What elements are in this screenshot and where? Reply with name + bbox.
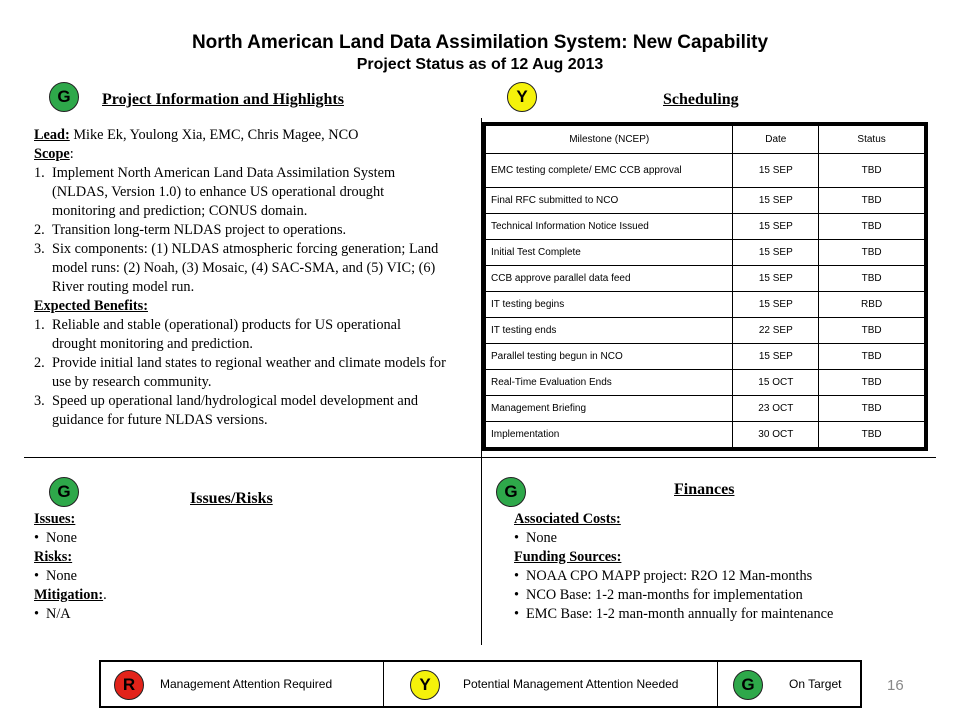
mitigation-label: Mitigation: — [34, 587, 104, 603]
status-cell: TBD — [819, 188, 925, 214]
legend-green-indicator: G — [733, 670, 763, 700]
horizontal-divider — [24, 457, 936, 458]
numbered-item — [34, 240, 446, 297]
slide-title: North American Land Data Assimilation System: New Capability — [191, 32, 769, 53]
table-row — [486, 214, 925, 240]
schedule-table-frame — [482, 122, 928, 451]
funding-list — [514, 567, 934, 624]
issues-list — [34, 529, 434, 548]
bullet-icon: • — [34, 530, 40, 546]
status-cell: TBD — [819, 266, 925, 292]
bullet-icon: • — [34, 606, 40, 622]
bullet-icon: • — [34, 568, 40, 584]
lead-line — [34, 126, 446, 145]
bullet-item — [34, 567, 434, 586]
status-cell: TBD — [819, 240, 925, 266]
bullet-icon: • — [514, 530, 520, 546]
project-status-indicator: G — [49, 82, 79, 112]
page-number: 16 — [887, 677, 904, 694]
bullet-item — [514, 529, 934, 548]
status-cell: TBD — [819, 370, 925, 396]
column-header: Milestone (NCEP) — [486, 126, 733, 154]
date-cell: 30 OCT — [733, 422, 819, 448]
item-text: Transition long-term NLDAS project to operations. — [52, 222, 347, 238]
benefits-label: Expected Benefits: — [34, 298, 148, 314]
legend-red-label: Management Attention Required — [160, 677, 333, 691]
bullet-icon: • — [514, 606, 520, 622]
slide-subtitle: Project Status as of 12 Aug 2013 — [356, 56, 604, 73]
milestone-cell: Real-Time Evaluation Ends — [486, 370, 733, 396]
item-number: 3. — [34, 393, 45, 409]
date-cell: 15 SEP — [733, 188, 819, 214]
date-cell: 15 OCT — [733, 370, 819, 396]
status-cell: TBD — [819, 154, 925, 188]
date-cell: 15 SEP — [733, 240, 819, 266]
bullet-text: None — [46, 568, 77, 584]
legend-yellow — [384, 662, 718, 706]
table-row — [486, 344, 925, 370]
bullet-text: None — [46, 530, 77, 546]
table-row — [486, 292, 925, 318]
status-cell: TBD — [819, 318, 925, 344]
bullet-text: N/A — [46, 606, 71, 622]
legend-red-indicator: R — [114, 670, 144, 700]
finances-body — [514, 510, 934, 624]
date-cell: 15 SEP — [733, 292, 819, 318]
numbered-item — [34, 316, 446, 354]
scope-colon: : — [69, 146, 74, 162]
issues-heading: Issues/Risks — [190, 490, 273, 507]
milestone-cell: CCB approve parallel data feed — [486, 266, 733, 292]
finances-status-indicator: G — [496, 477, 526, 507]
numbered-item — [34, 392, 446, 430]
schedule-table — [485, 125, 925, 448]
bullet-text: NCO Base: 1-2 man-months for implementation — [526, 587, 803, 603]
item-number: 1. — [34, 317, 45, 333]
milestone-cell: IT testing ends — [486, 318, 733, 344]
date-cell: 15 SEP — [733, 214, 819, 240]
benefits-list — [34, 316, 446, 430]
scheduling-heading: Scheduling — [663, 91, 739, 108]
item-text: Provide initial land states to regional weather and climate models for use by research community. — [52, 355, 446, 390]
date-cell: 15 SEP — [733, 154, 819, 188]
item-text: Six components: (1) NLDAS atmospheric forcing generation; Land model runs: (2) Noah, (3) Mosaic, (4) SAC-SMA, and (5) VIC; (6) River routing model run. — [52, 241, 439, 295]
table-row — [486, 370, 925, 396]
bullet-icon: • — [514, 568, 520, 584]
legend-yellow-indicator: Y — [410, 670, 440, 700]
item-number: 2. — [34, 222, 45, 238]
mitigation-line — [34, 586, 434, 605]
legend-green — [718, 662, 860, 706]
bullet-icon: • — [514, 587, 520, 603]
scheduling-status-indicator: Y — [507, 82, 537, 112]
item-number: 3. — [34, 241, 45, 257]
legend-green-label: On Target — [789, 677, 842, 691]
project-info-body — [34, 126, 446, 430]
milestone-cell: IT testing begins — [486, 292, 733, 318]
finances-heading: Finances — [674, 481, 735, 498]
numbered-item — [34, 164, 446, 221]
legend-red — [101, 662, 384, 706]
table-row — [486, 318, 925, 344]
item-number: 1. — [34, 165, 45, 181]
bullet-item — [514, 567, 934, 586]
date-cell: 23 OCT — [733, 396, 819, 422]
issues-body — [34, 510, 434, 624]
column-header: Status — [819, 126, 925, 154]
issues-status-indicator: G — [49, 477, 79, 507]
risks-list — [34, 567, 434, 586]
table-row — [486, 154, 925, 188]
lead-label: Lead: — [34, 127, 70, 143]
item-text: Reliable and stable (operational) products for US operational drought monitoring and prediction. — [52, 317, 401, 352]
bullet-item — [34, 605, 434, 624]
milestone-cell: Implementation — [486, 422, 733, 448]
column-header: Date — [733, 126, 819, 154]
milestone-cell: EMC testing complete/ EMC CCB approval — [486, 154, 733, 188]
item-text: Speed up operational land/hydrological model development and guidance for future NLDAS versions. — [52, 393, 419, 428]
date-cell: 15 SEP — [733, 266, 819, 292]
table-row — [486, 396, 925, 422]
mitigation-suffix: . — [103, 587, 107, 603]
numbered-item — [34, 221, 446, 240]
risks-label: Risks: — [34, 549, 73, 565]
table-row — [486, 422, 925, 448]
funding-label: Funding Sources: — [514, 549, 622, 565]
status-cell: RBD — [819, 292, 925, 318]
milestone-cell: Parallel testing begun in NCO — [486, 344, 733, 370]
bullet-item — [514, 605, 934, 624]
table-row — [486, 240, 925, 266]
bullet-item — [34, 529, 434, 548]
table-row — [486, 188, 925, 214]
bullet-text: None — [526, 530, 557, 546]
costs-label: Associated Costs: — [514, 511, 621, 527]
item-number: 2. — [34, 355, 45, 371]
scope-list — [34, 164, 446, 297]
project-heading: Project Information and Highlights — [102, 91, 344, 108]
lead-value: Mike Ek, Youlong Xia, EMC, Chris Magee, NCO — [69, 127, 359, 143]
table-row — [486, 266, 925, 292]
bullet-text: EMC Base: 1-2 man-month annually for maintenance — [526, 606, 834, 622]
bullet-text: NOAA CPO MAPP project: R2O 12 Man-months — [526, 568, 813, 584]
milestone-cell: Technical Information Notice Issued — [486, 214, 733, 240]
costs-list — [514, 529, 934, 548]
scope-label: Scope — [34, 146, 70, 162]
milestone-cell: Management Briefing — [486, 396, 733, 422]
milestone-cell: Final RFC submitted to NCO — [486, 188, 733, 214]
item-text: Implement North American Land Data Assimilation System (NLDAS, Version 1.0) to enhance US operational drought monitoring and prediction; CONUS domain. — [52, 165, 396, 219]
date-cell: 22 SEP — [733, 318, 819, 344]
milestone-cell: Initial Test Complete — [486, 240, 733, 266]
scope-line — [34, 145, 446, 164]
date-cell: 15 SEP — [733, 344, 819, 370]
status-cell: TBD — [819, 396, 925, 422]
status-cell: TBD — [819, 344, 925, 370]
status-cell: TBD — [819, 214, 925, 240]
status-legend — [99, 660, 862, 708]
numbered-item — [34, 354, 446, 392]
issues-label: Issues: — [34, 511, 76, 527]
legend-yellow-label: Potential Management Attention Needed — [463, 677, 679, 691]
table-header-row — [486, 126, 925, 154]
bullet-item — [514, 586, 934, 605]
mitigation-list — [34, 605, 434, 624]
status-cell: TBD — [819, 422, 925, 448]
